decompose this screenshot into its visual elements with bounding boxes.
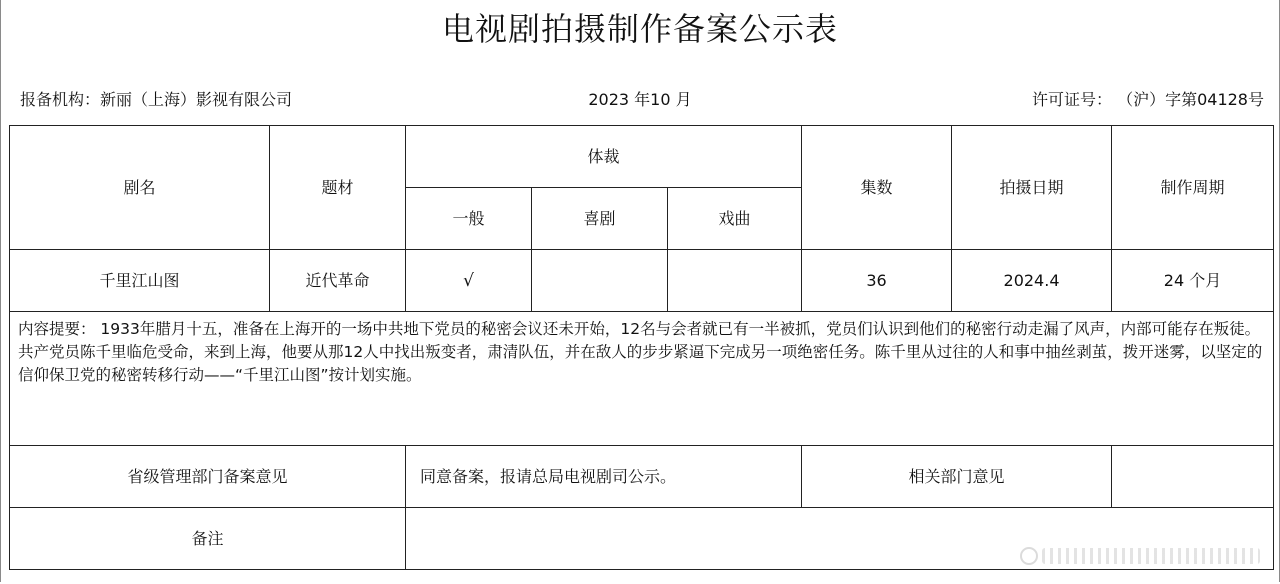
related-department-label: 相关部门意见 [802, 446, 1112, 508]
header-genre-comedy: 喜剧 [532, 188, 668, 250]
filing-date: 2023 年10 月 [588, 90, 692, 109]
license-number: 许可证号： （沪）字第04128号 [1032, 90, 1264, 109]
header-production-cycle: 制作周期 [1112, 126, 1274, 250]
reporting-organization: 报备机构：新丽（上海）影视有限公司 [20, 90, 293, 109]
cell-episodes: 36 [802, 250, 952, 312]
header-genre-general: 一般 [406, 188, 532, 250]
watermark-logo-icon [1020, 547, 1038, 565]
document-title: 电视剧拍摄制作备案公示表 [441, 10, 838, 48]
header-episodes: 集数 [802, 126, 952, 250]
provincial-opinion-value: 同意备案，报请总局电视剧司公示。 [406, 446, 802, 508]
watermark [1020, 544, 1260, 568]
summary-row [10, 312, 1274, 446]
related-department-value [1112, 446, 1274, 508]
header-drama-name: 剧名 [10, 126, 270, 250]
header-theme: 题材 [270, 126, 406, 250]
header-genre: 体裁 [406, 126, 802, 188]
content-summary: 内容提要： 1933年腊月十五，准备在上海开的一场中共地下党员的秘密会议还未开始，12名与会者就已有一半被抓，党员们认识到他们的秘密行动走漏了风声，内部可能存在叛徒。共产党员陈千里临危受命，来到上海，他要从那12人中找出叛变者，肃清队伍，并在敌人的步步紧逼下完成另一项绝密任务。陈千里从过往的人和事中抽丝剥茧，拨开迷雾，以坚定的信仰保卫党的秘密转移行动——“千里江山图”按计划实施。 [10, 312, 1274, 446]
header-genre-opera: 戏曲 [668, 188, 802, 250]
watermark-text-mark [1042, 548, 1260, 564]
cell-shoot-date: 2024.4 [952, 250, 1112, 312]
filing-table [9, 125, 1274, 570]
cell-genre-comedy [532, 250, 668, 312]
cell-genre-general: √ [406, 250, 532, 312]
header-shoot-date: 拍摄日期 [952, 126, 1112, 250]
header-row-1 [10, 126, 1274, 188]
table-row [10, 250, 1274, 312]
provincial-opinion-label: 省级管理部门备案意见 [10, 446, 406, 508]
cell-drama-name: 千里江山图 [10, 250, 270, 312]
cell-theme: 近代革命 [270, 250, 406, 312]
note-label: 备注 [10, 508, 406, 570]
opinion-row [10, 446, 1274, 508]
cell-genre-opera [668, 250, 802, 312]
cell-production-cycle: 24 个月 [1112, 250, 1274, 312]
